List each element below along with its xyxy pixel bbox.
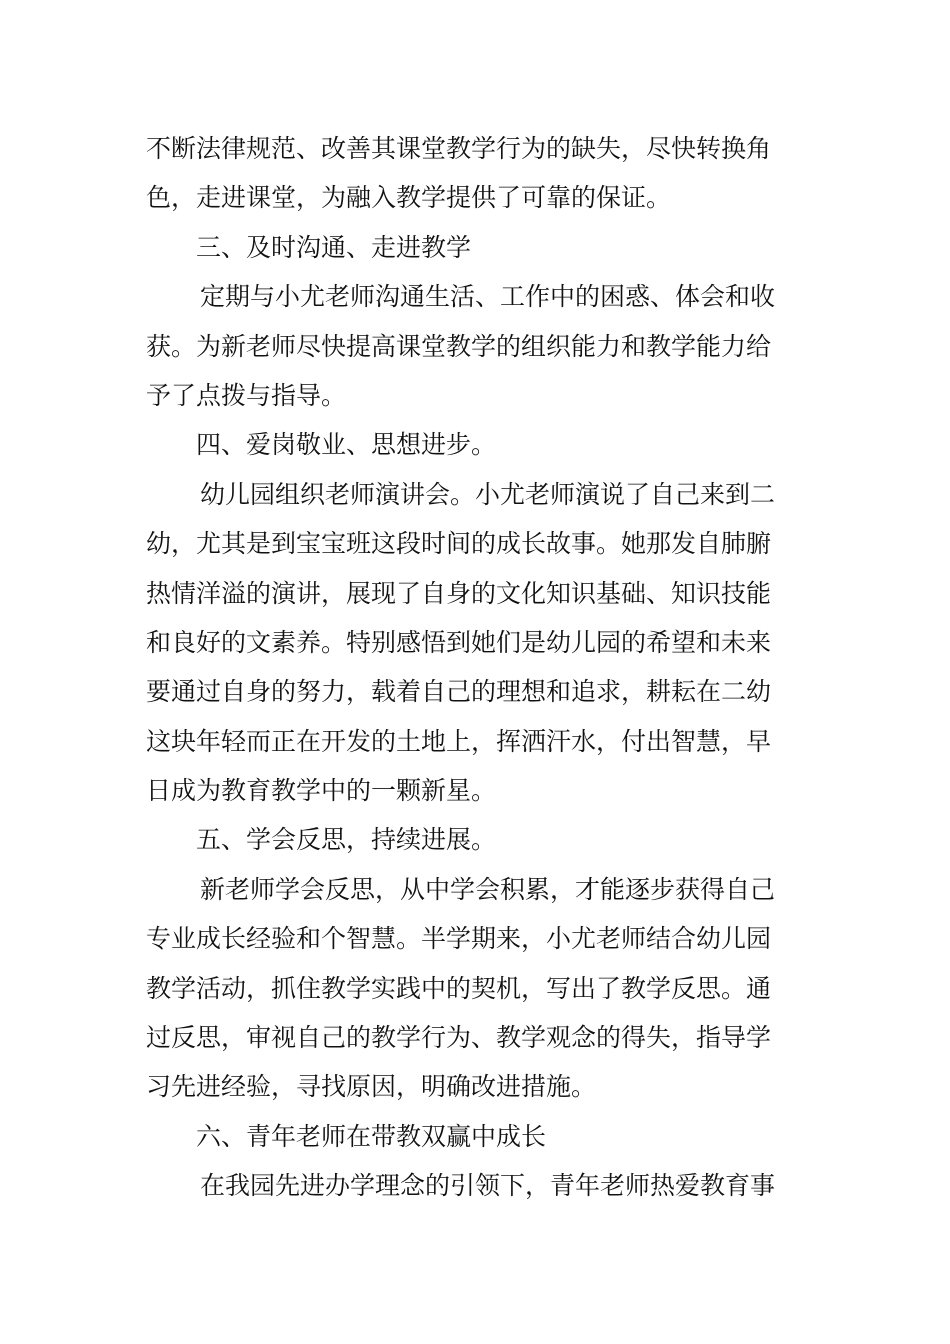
text-line: 获。为新老师尽快提高课堂教学的组织能力和教学能力给 (146, 331, 772, 361)
text-line: 幼，尤其是到宝宝班这段时间的成长故事。她那发自肺腑 (146, 529, 772, 559)
text-line: 定期与小尤老师沟通生活、工作中的困惑、体会和收 (200, 282, 776, 312)
text-line: 热情洋溢的演讲，展现了自身的文化知识基础、知识技能 (146, 578, 772, 608)
text-line: 幼儿园组织老师演讲会。小尤老师演说了自己来到二 (200, 479, 776, 509)
text-line: 专业成长经验和个智慧。半学期来，小尤老师结合幼儿园 (146, 924, 772, 954)
text-line: 教学活动，抓住教学实践中的契机，写出了教学反思。通 (146, 973, 772, 1003)
text-line: 习先进经验，寻找原因，明确改进措施。 (146, 1072, 597, 1102)
text-line: 和良好的文素养。特别感悟到她们是幼儿园的希望和未来 (146, 627, 772, 657)
section-heading: 五、学会反思，持续进展。 (196, 825, 497, 855)
text-line: 日成为教育教学中的一颗新星。 (146, 776, 497, 806)
text-line: 这块年轻而正在开发的土地上，挥洒汗水，付出智慧，早 (146, 726, 772, 756)
text-line: 新老师学会反思，从中学会积累，才能逐步获得自己 (200, 874, 776, 904)
text-line: 予了点拨与指导。 (146, 380, 347, 410)
document-body (146, 124, 810, 1211)
text-line: 色，走进课堂，为融入教学提供了可靠的保证。 (146, 183, 672, 213)
section-heading: 六、青年老师在带教双赢中成长 (196, 1121, 547, 1151)
text-line: 要通过自身的努力，载着自己的理想和追求，耕耘在二幼 (146, 677, 772, 707)
section-heading: 四、爱岗敬业、思想进步。 (196, 430, 497, 460)
text-line: 不断法律规范、改善其课堂教学行为的缺失，尽快转换角 (146, 134, 772, 163)
text-line: 在我园先进办学理念的引领下，青年老师热爱教育事 (200, 1171, 776, 1201)
section-heading: 三、及时沟通、走进教学 (196, 232, 472, 262)
text-line: 过反思，审视自己的教学行为、教学观念的得失，指导学 (146, 1023, 772, 1053)
